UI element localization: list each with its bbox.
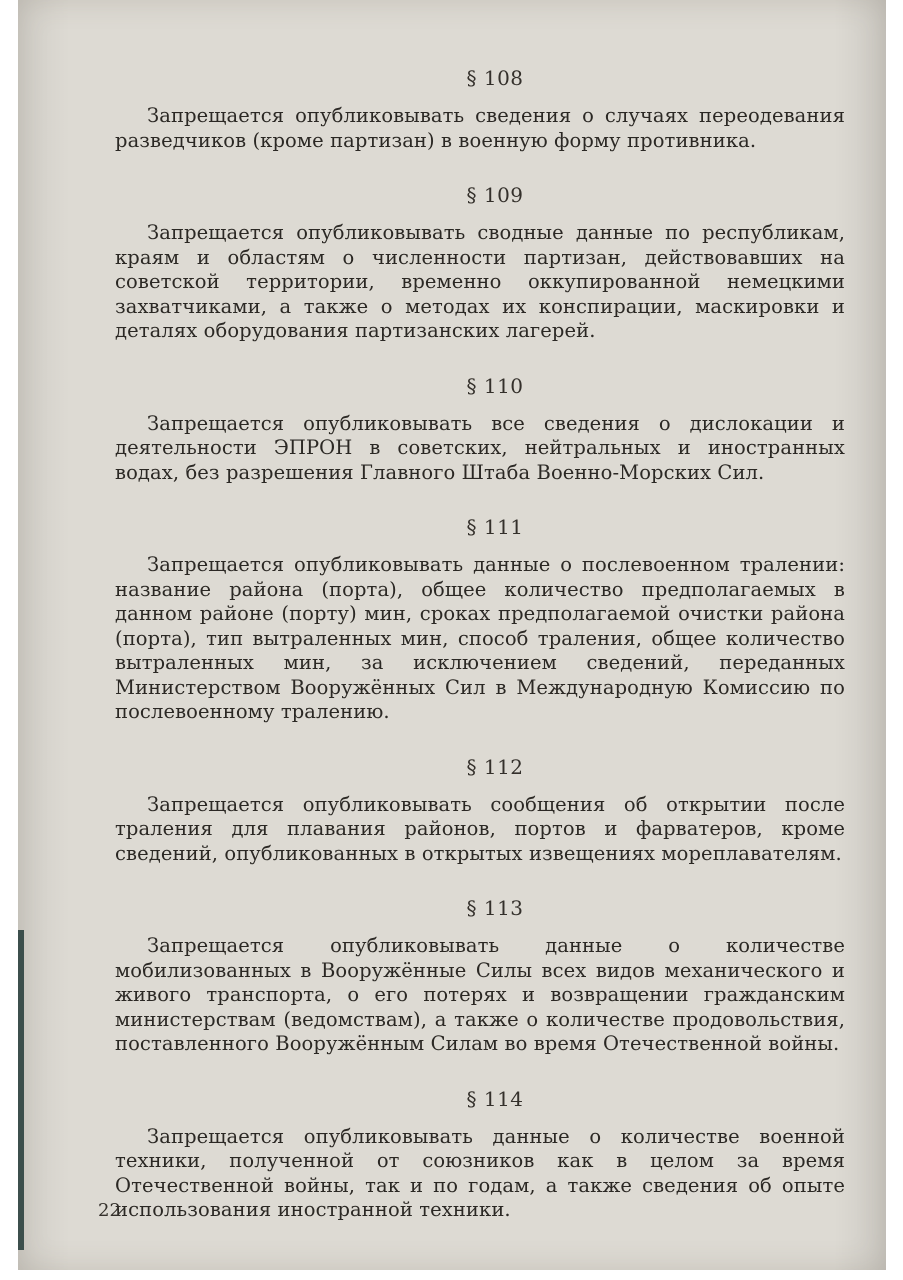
section-text: Запрещается опубликовывать сведения о случаях переодевания разведчиков (кроме партизан) в военную форму противника. (115, 104, 845, 152)
section-text: Запрещается опубликовывать данные о количестве военной техники, полученной от союзников как в целом за время Отечественной войны, так и по годам, а также сведения об опыте использования иностранной техники. (115, 1124, 845, 1221)
section-text: Запрещается опубликовывать все сведения о дислокации и деятельности ЭПРОН в советских, нейтральных и иностранных водах, без разрешения Главного Штаба Военно-Морских Сил. (115, 411, 845, 484)
section-heading: § 110 (466, 373, 524, 398)
section-108 (115, 66, 845, 153)
page-body (115, 66, 845, 1253)
section-110 (115, 374, 845, 486)
section-109 (115, 183, 845, 344)
section-text: Запрещается опубликовывать сводные данные по республикам, краям и областям о численности партизан, действовавших на советской территории, временно оккупированной немецкими захватчиками, а также о методах их конспирации, маскировки и деталях оборудования партизанских лагерей. (115, 221, 845, 342)
section-text: Запрещается опубликовывать данные о количестве мобилизованных в Вооружённые Силы всех видов механического и живого транспорта, о его потерях и возвращении гражданским министерствам (ведомствам), а также о количестве продовольствия, поставленного Вооружённым Силам во время Отечественной войны. (115, 934, 845, 1055)
section-text: Запрещается опубликовывать сообщения об открытии после траления для плавания районов, портов и фарватеров, кроме сведений, опубликованных в открытых извещениях мореплавателям. (115, 792, 845, 865)
section-text: Запрещается опубликовывать данные о послевоенном тралении: название района (порта), общее количество предполагаемых в данном районе (порту) мин, сроках предполагаемой очистки района (порта), тип вытраленных мин, способ траления, общее количество вытраленных мин, за исключением сведений, переданных Министерством Вооружённых Сил в Международную Комиссию по послевоенному тралению. (115, 553, 845, 723)
section-111 (115, 515, 845, 725)
section-heading: § 109 (466, 183, 524, 207)
section-heading: § 112 (466, 754, 524, 779)
section-heading: § 114 (466, 1086, 524, 1111)
section-heading: § 113 (466, 896, 524, 920)
page-number: 22 (98, 1200, 121, 1221)
section-114 (115, 1087, 845, 1223)
page-edge-shadow (18, 930, 24, 1250)
section-112 (115, 755, 845, 867)
section-heading: § 108 (466, 66, 524, 90)
section-heading: § 111 (466, 515, 524, 539)
section-113 (115, 896, 845, 1057)
